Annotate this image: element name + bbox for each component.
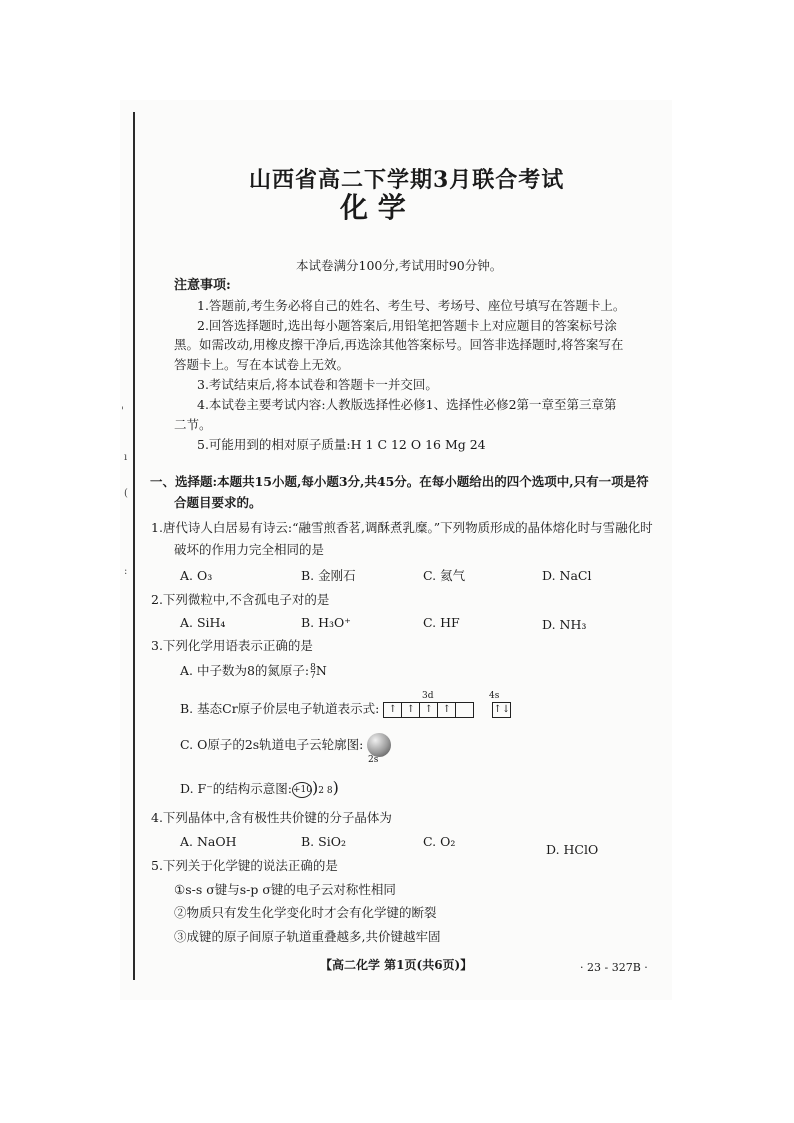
option-a: A. SiH₄ — [180, 615, 226, 630]
orbital-box: ↑ — [402, 703, 420, 717]
statement-item: ③成键的原子间原子轨道重叠越多,共价键越牢固 — [174, 929, 441, 944]
option-d — [180, 779, 339, 800]
option-d: D. NH₃ — [542, 617, 587, 632]
option-d: D. NaCl — [542, 568, 592, 583]
option-a-text: A. 中子数为8的氮原子: — [180, 663, 310, 678]
paper-code: · 23 - 327B · — [580, 961, 648, 974]
section-heading: 一、选择题:本题共15小题,每小题3分,共45分。在每小题给出的四个选项中,只有一项是符 — [150, 474, 649, 489]
note-item: 5.可能用到的相对原子质量:H 1 C 12 O 16 Mg 24 — [197, 437, 486, 452]
question-stem: 5.下列关于化学键的说法正确的是 — [151, 858, 338, 873]
orbital-box: ↑ — [438, 703, 456, 717]
orbital-sphere-label: 2s — [368, 755, 379, 765]
question-stem: 4.下列晶体中,含有极性共价键的分子晶体为 — [151, 810, 392, 825]
nucleus-circle: +10 — [292, 782, 312, 798]
electron-shells: 2 8 — [318, 786, 333, 796]
option-d: D. HClO — [546, 842, 599, 857]
scan-mark: : — [124, 566, 128, 577]
option-c: C. O原子的2s轨道电子云轮廓图: — [180, 737, 364, 752]
note-item: 2.回答选择题时,选出每小题答案后,用铅笔把答题卡上对应题目的答案标号涂 — [197, 318, 617, 333]
option-d-text: D. F⁻的结构示意图: — [180, 781, 293, 796]
orbital-box — [456, 703, 473, 717]
scan-mark: ' — [121, 406, 124, 417]
question-stem: 1.唐代诗人白居易有诗云:“融雪煎香茗,调酥煮乳糜。”下列物质形成的晶体熔化时与雪融化时 — [151, 520, 653, 535]
page-footer: 【高二化学 第1页(共6页)】 — [320, 958, 473, 972]
note-item: 1.答题前,考生务必将自己的姓名、考生号、考场号、座位号填写在答题卡上。 — [197, 298, 626, 313]
scan-mark: ı — [124, 452, 128, 463]
orbital-box: ↑↓ — [493, 703, 511, 715]
section-heading: 合题目要求的。 — [174, 495, 262, 510]
notes-heading: 注意事项: — [174, 278, 231, 293]
note-item: 4.本试卷主要考试内容:人教版选择性必修1、选择性必修2第一章至第三章第 — [197, 397, 617, 412]
subject-title: 化 学 — [340, 191, 406, 224]
option-b: B. 金刚石 — [301, 568, 356, 583]
orbital-3d-boxes — [383, 702, 474, 718]
orbital-label-4s: 4s — [489, 691, 500, 701]
option-a — [180, 663, 327, 680]
option-a: A. O₃ — [180, 568, 213, 583]
option-c: C. 氦气 — [423, 568, 466, 583]
electron-shell-arcs: ) — [332, 778, 339, 797]
option-c: C. HF — [423, 615, 460, 630]
note-item: 答题卡上。写在本试卷上无效。 — [174, 357, 350, 372]
orbital-box: ↑ — [384, 703, 402, 717]
statement-item: ①s-s σ键与s-p σ键的电子云对称性相同 — [174, 882, 396, 897]
option-a: A. NaOH — [180, 834, 237, 849]
note-item: 二节。 — [174, 417, 212, 432]
option-c: C. O₂ — [423, 834, 456, 849]
question-stem: 2.下列微粒中,不含孤电子对的是 — [151, 592, 330, 607]
option-b-text: B. 基态Cr原子价层电子轨道表示式: — [180, 701, 380, 716]
note-item: 黑。如需改动,用橡皮擦干净后,再选涂其他答案标号。回答非选择题时,将答案写在 — [174, 337, 624, 352]
scan-mark: ( — [124, 488, 128, 499]
statement-item: ②物质只有发生化学变化时才会有化学键的断裂 — [174, 905, 437, 920]
note-item: 3.考试结束后,将本试卷和答题卡一并交回。 — [197, 377, 438, 392]
question-stem: 破坏的作用力完全相同的是 — [174, 542, 325, 557]
option-b: B. SiO₂ — [301, 834, 346, 849]
orbital-box: ↑ — [420, 703, 438, 717]
orbital-4s-box — [492, 702, 511, 718]
atomic-number: 7 — [310, 670, 316, 681]
binding-line — [133, 112, 135, 980]
exam-info: 本试卷满分100分,考试用时90分钟。 — [296, 258, 503, 273]
option-b: B. H₃O⁺ — [301, 615, 351, 630]
orbital-label-3d: 3d — [422, 691, 434, 701]
question-stem: 3.下列化学用语表示正确的是 — [151, 638, 313, 653]
option-b — [180, 700, 511, 718]
element-symbol: N — [315, 663, 327, 678]
exam-title: 山西省高二下学期3月联合考试 — [249, 167, 565, 193]
electron-shell-arcs: ) — [312, 778, 319, 797]
mass-number: 8 — [310, 662, 316, 673]
